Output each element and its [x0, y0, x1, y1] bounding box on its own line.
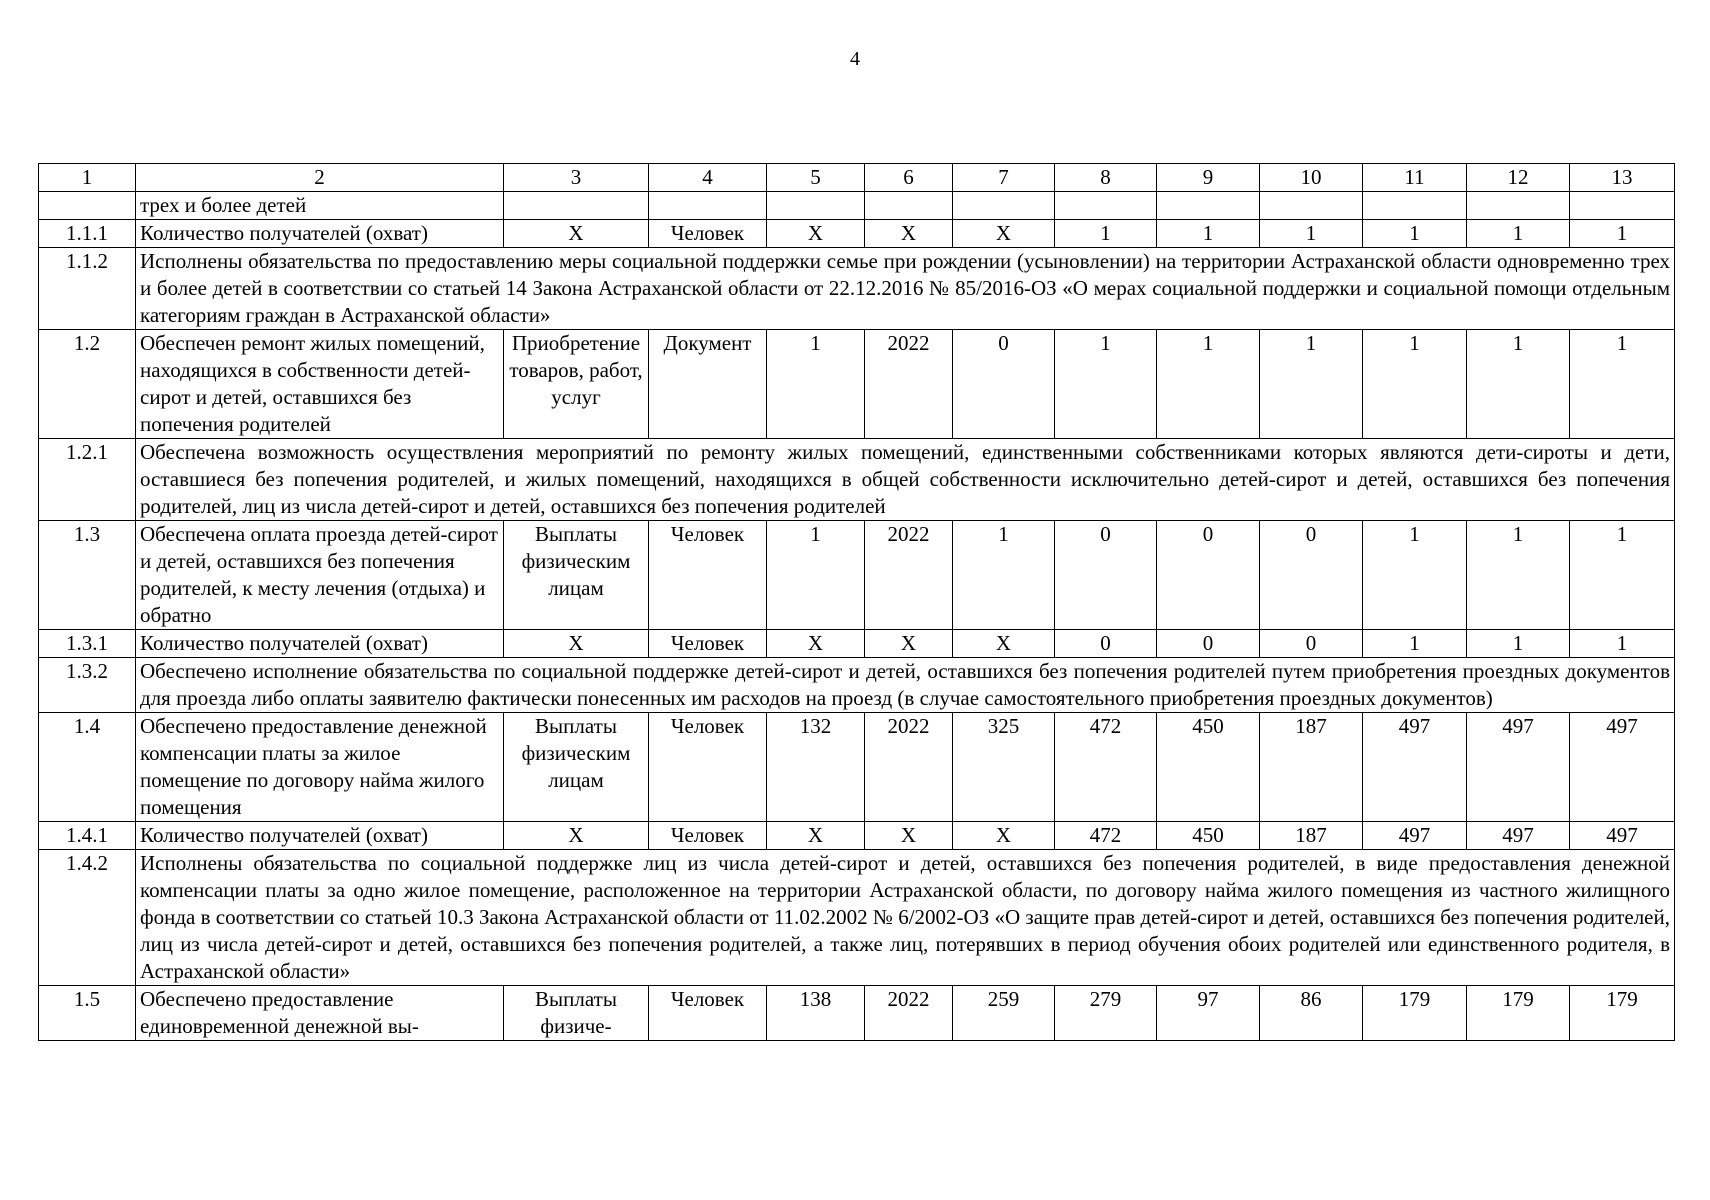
header-cell: 2: [136, 164, 504, 192]
cell: 1: [1363, 521, 1467, 630]
row-name: Обеспечено предоставление единовременной денежной вы-: [136, 986, 504, 1041]
cell: 179: [1570, 986, 1675, 1041]
table-row: [39, 713, 1675, 822]
unit-cell: Человек: [649, 630, 767, 658]
cell: 0: [1055, 521, 1157, 630]
cell: 259: [953, 986, 1055, 1041]
cell: 1: [1570, 220, 1675, 248]
unit-cell: Человек: [649, 986, 767, 1041]
header-cell: 10: [1260, 164, 1363, 192]
cell: 1: [1157, 330, 1260, 439]
header-cell: 13: [1570, 164, 1675, 192]
cell: 1: [1157, 220, 1260, 248]
cell: 497: [1363, 713, 1467, 822]
table-row: [39, 220, 1675, 248]
cell: 497: [1363, 822, 1467, 850]
cell: 1: [1467, 521, 1570, 630]
cell: Х: [504, 630, 649, 658]
row-name: Обеспечена оплата проезда детей-сирот и детей, оставшихся без попечения родителей, к месту лечения (отдыха) и обратно: [136, 521, 504, 630]
cell: Х: [865, 220, 953, 248]
cell: 1: [1570, 521, 1675, 630]
cell: 497: [1570, 822, 1675, 850]
cell: Приобретение товаров, работ, услуг: [504, 330, 649, 439]
table-row: [39, 986, 1675, 1041]
indicators-table: [38, 163, 1675, 1041]
cell: Х: [953, 822, 1055, 850]
cell: 179: [1363, 986, 1467, 1041]
row-name: Обеспечен ремонт жилых помещений, находящихся в собственности детей-сирот и детей, оставшихся без попечения родителей: [136, 330, 504, 439]
row-number: 1.2: [39, 330, 136, 439]
row-description: Исполнены обязательства по социальной поддержке лиц из числа детей-сирот и детей, оставшихся без попечения родителей, в виде предоставления денежной компенсации платы за одно жилое помещение, расположенное на территории Астраханской области, по договору найма жилого помещения из частного жилищного фонда в соответствии со статьей 10.3 Закона Астраханской области от 11.02.2002 № 6/2002-ОЗ «О защите прав детей-сирот и детей, оставшихся без попечения родителей, лиц из числа детей-сирот и детей, оставшихся без попечения родителей, а также лиц, потерявших в период обучения обоих родителей или единственного родителя, в Астраханской области»: [136, 850, 1675, 986]
cell: 1: [1363, 220, 1467, 248]
row-description: Обеспечена возможность осуществления мероприятий по ремонту жилых помещений, единственными собственниками которых являются дети-сироты и дети, оставшиеся без попечения родителей, и жилых помещений, находящихся в общей собственности исключительно детей-сирот и детей, оставшихся без попечения родителей, лиц из числа детей-сирот и детей, оставшихся без попечения родителей: [136, 439, 1675, 521]
header-cell: 7: [953, 164, 1055, 192]
cell: [1363, 192, 1467, 220]
cell: Х: [767, 220, 865, 248]
cell: 1: [1260, 330, 1363, 439]
cell: 2022: [865, 330, 953, 439]
cell: 179: [1467, 986, 1570, 1041]
cell: 279: [1055, 986, 1157, 1041]
cell: 0: [1055, 630, 1157, 658]
cell: [1467, 192, 1570, 220]
cell: [953, 192, 1055, 220]
header-cell: 9: [1157, 164, 1260, 192]
cell: 0: [1260, 521, 1363, 630]
unit-cell: Человек: [649, 713, 767, 822]
cell: 2022: [865, 713, 953, 822]
table-row: [39, 521, 1675, 630]
unit-cell: Человек: [649, 220, 767, 248]
cell: Х: [865, 630, 953, 658]
cell: 86: [1260, 986, 1363, 1041]
page-number: 4: [850, 48, 860, 70]
cell: 497: [1467, 713, 1570, 822]
cell: 325: [953, 713, 1055, 822]
cell: 132: [767, 713, 865, 822]
cell: [1260, 192, 1363, 220]
row-number: 1.1.1: [39, 220, 136, 248]
cell: 97: [1157, 986, 1260, 1041]
cell: Х: [767, 630, 865, 658]
cell: [1055, 192, 1157, 220]
cell: [649, 192, 767, 220]
cell: 1: [1055, 220, 1157, 248]
table-row: [39, 439, 1675, 521]
header-row: [39, 164, 1675, 192]
cell: 2022: [865, 521, 953, 630]
cell: 138: [767, 986, 865, 1041]
cell: 0: [1157, 630, 1260, 658]
row-number: 1.1.2: [39, 248, 136, 330]
cell: [1157, 192, 1260, 220]
cell: Х: [953, 220, 1055, 248]
cell: 1: [1467, 330, 1570, 439]
row-number: 1.5: [39, 986, 136, 1041]
cell: 497: [1570, 713, 1675, 822]
cell: 1: [1260, 220, 1363, 248]
cell: 472: [1055, 713, 1157, 822]
cell: Выплаты физическим лицам: [504, 521, 649, 630]
table-row: [39, 850, 1675, 986]
cell: 2022: [865, 986, 953, 1041]
row-number: 1.3.1: [39, 630, 136, 658]
cell: 450: [1157, 822, 1260, 850]
header-cell: 12: [1467, 164, 1570, 192]
cell: 0: [953, 330, 1055, 439]
cell: [767, 192, 865, 220]
cell: 0: [1157, 521, 1260, 630]
cell: 1: [1363, 630, 1467, 658]
header-cell: 11: [1363, 164, 1467, 192]
row-number: 1.2.1: [39, 439, 136, 521]
cell: 1: [767, 330, 865, 439]
cell: [865, 192, 953, 220]
row-number: 1.4: [39, 713, 136, 822]
cell: Х: [767, 822, 865, 850]
unit-cell: Документ: [649, 330, 767, 439]
header-cell: 6: [865, 164, 953, 192]
cell: 472: [1055, 822, 1157, 850]
cell: 1: [1363, 330, 1467, 439]
row-name: трех и более детей: [136, 192, 504, 220]
cell: 497: [1467, 822, 1570, 850]
cell: 1: [953, 521, 1055, 630]
row-name: Количество получателей (охват): [136, 220, 504, 248]
unit-cell: Человек: [649, 521, 767, 630]
cell: 187: [1260, 822, 1363, 850]
cell: 1: [767, 521, 865, 630]
cell: [504, 192, 649, 220]
table-row: [39, 330, 1675, 439]
header-cell: 1: [39, 164, 136, 192]
cell: 1: [1467, 220, 1570, 248]
row-number: 1.3: [39, 521, 136, 630]
cell: 1: [1055, 330, 1157, 439]
cell: Х: [953, 630, 1055, 658]
cell: Х: [865, 822, 953, 850]
cell: 187: [1260, 713, 1363, 822]
header-cell: 5: [767, 164, 865, 192]
row-name: Обеспечено предоставление денежной компенсации платы за жилое помещение по договору найма жилого помещения: [136, 713, 504, 822]
table-row: [39, 658, 1675, 713]
header-cell: 4: [649, 164, 767, 192]
table-row: [39, 822, 1675, 850]
cell: [1570, 192, 1675, 220]
cell: 1: [1467, 630, 1570, 658]
row-description: Исполнены обязательства по предоставлению меры социальной поддержки семье при рождении (усыновлении) на территории Астраханской области одновременно трех и более детей в соответствии со статьей 14 Закона Астраханской области от 22.12.2016 № 85/2016-ОЗ «О мерах социальной поддержки и социальной помощи отдельным категориям граждан в Астраханской области»: [136, 248, 1675, 330]
cell: 450: [1157, 713, 1260, 822]
row-description: Обеспечено исполнение обязательства по социальной поддержке детей-сирот и детей, оставшихся без попечения родителей путем приобретения проездных документов для проезда либо оплаты заявителю фактически понесенных им расходов на проезд (в случае самостоятельного приобретения проездных документов): [136, 658, 1675, 713]
row-name: Количество получателей (охват): [136, 630, 504, 658]
row-number: 1.3.2: [39, 658, 136, 713]
header-cell: 8: [1055, 164, 1157, 192]
row-number: 1.4.2: [39, 850, 136, 986]
cell: 0: [1260, 630, 1363, 658]
header-cell: 3: [504, 164, 649, 192]
row-number: 1.4.1: [39, 822, 136, 850]
table-row: [39, 248, 1675, 330]
unit-cell: Человек: [649, 822, 767, 850]
cell: Выплаты физиче-: [504, 986, 649, 1041]
cell: Выплаты физическим лицам: [504, 713, 649, 822]
row-number: [39, 192, 136, 220]
cell: 1: [1570, 630, 1675, 658]
table-row: [39, 630, 1675, 658]
row-name: Количество получателей (охват): [136, 822, 504, 850]
cell: 1: [1570, 330, 1675, 439]
cell: Х: [504, 220, 649, 248]
table-row: [39, 192, 1675, 220]
cell: Х: [504, 822, 649, 850]
